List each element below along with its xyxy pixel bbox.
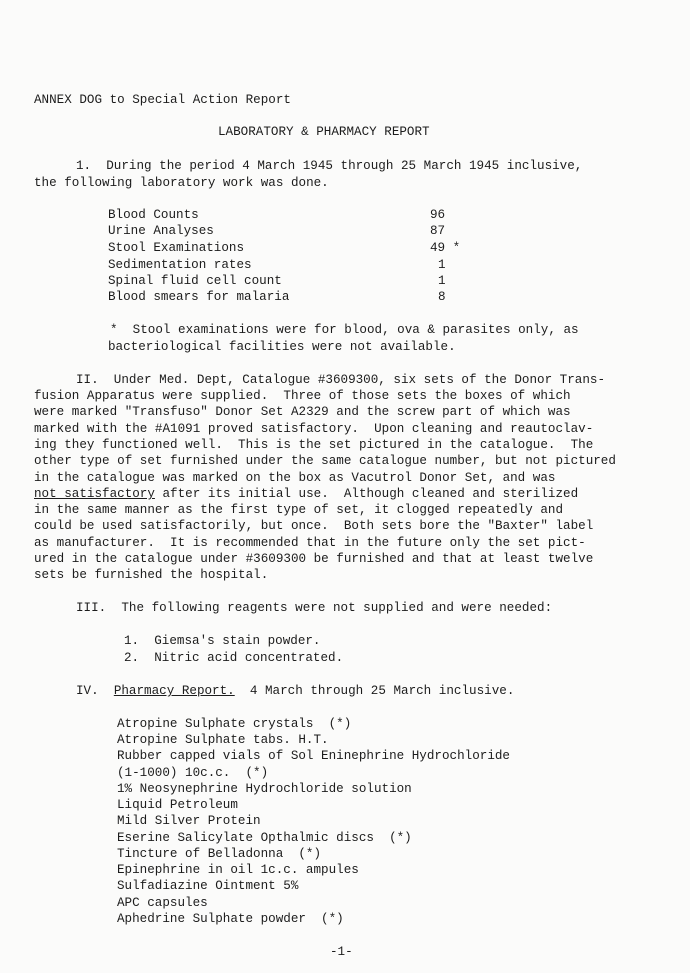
pharmacy-report-heading: Pharmacy Report.	[113, 684, 235, 698]
section2-line	[34, 486, 578, 502]
section2-line: sets be furnished the hospital.	[34, 568, 269, 582]
section2-line: could be used satisfactorily, but once. Both sets bore the "Baxter" label	[34, 519, 594, 533]
section1-line: the following laboratory work was done.	[34, 176, 329, 190]
table-row-label: Spinal fluid cell count	[108, 274, 282, 288]
table-row-value: 8	[438, 290, 446, 304]
footnote-line: * Stool examinations were for blood, ova & parasites only, as	[110, 323, 579, 337]
report-title: LABORATORY & PHARMACY REPORT	[218, 125, 430, 139]
section2-line: II. Under Med. Dept, Catalogue #3609300, six sets of the Donor Trans-	[76, 373, 606, 387]
pharmacy-item: Atropine Sulphate tabs. H.T.	[117, 733, 329, 747]
pharmacy-item: Rubber capped vials of Sol Eninephrine Hydrochloride	[117, 749, 510, 763]
table-row-label: Urine Analyses	[108, 224, 214, 238]
section2-line: ured in the catalogue under #3609300 be furnished and that at least twelve	[34, 552, 594, 566]
table-row-value: 87	[430, 224, 446, 238]
section2-line-rest: after its initial use. Although cleaned and sterilized	[162, 487, 579, 501]
pharmacy-item: Aphedrine Sulphate powder (*)	[117, 912, 344, 926]
table-row-value: 1	[438, 258, 446, 272]
section2-line: marked with the #A1091 proved satisfactory. Upon cleaning and reautoclav-	[34, 422, 594, 436]
pharmacy-item: 1% Neosynephrine Hydrochloride solution	[117, 782, 412, 796]
footnote-line: bacteriological facilities were not available.	[108, 340, 456, 354]
page-number: -1-	[330, 945, 353, 959]
underlined-phrase: not satisfactory	[34, 487, 155, 501]
section3-lead: III. The following reagents were not supplied and were needed:	[76, 601, 553, 615]
table-row-label: Blood smears for malaria	[108, 290, 290, 304]
section2-line: ing they functioned well. This is the set pictured in the catalogue. The	[34, 438, 594, 452]
section2-line: were marked "Transfuso" Donor Set A2329 and the screw part of which was	[34, 405, 571, 419]
section4-date-range: 4 March through 25 March inclusive.	[249, 684, 515, 698]
section4-number: IV.	[76, 684, 99, 698]
pharmacy-item: Tincture of Belladonna (*)	[117, 847, 322, 861]
section2-line: in the same manner as the first type of set, it clogged repeatedly and	[34, 503, 564, 517]
reagent-item: 2. Nitric acid concentrated.	[124, 651, 344, 665]
pharmacy-item: Sulfadiazine Ointment 5%	[117, 879, 299, 893]
table-row-label: Blood Counts	[108, 208, 199, 222]
pharmacy-item: Liquid Petroleum	[117, 798, 238, 812]
pharmacy-item: Epinephrine in oil 1c.c. ampules	[117, 863, 359, 877]
section2-line: as manufacturer. It is recommended that in the future only the set pict-	[34, 536, 586, 550]
section2-line: fusion Apparatus were supplied. Three of those sets the boxes of which	[34, 389, 571, 403]
pharmacy-item: Mild Silver Protein	[117, 814, 261, 828]
table-row-label: Stool Examinations	[108, 241, 245, 255]
reagent-item: 1. Giemsa's stain powder.	[124, 634, 321, 648]
section2-line: in the catalogue was marked on the box as Vacutrol Donor Set, and was	[34, 471, 556, 485]
pharmacy-item: Atropine Sulphate crystals (*)	[117, 717, 352, 731]
section1-line: 1. During the period 4 March 1945 through 25 March 1945 inclusive,	[76, 159, 583, 173]
section4-heading	[76, 683, 514, 699]
pharmacy-item: (1-1000) 10c.c. (*)	[117, 766, 269, 780]
section2-line: other type of set furnished under the same catalogue number, but not pictured	[34, 454, 616, 468]
annex-header: ANNEX DOG to Special Action Report	[34, 93, 291, 107]
table-row-value: 1	[438, 274, 446, 288]
table-row-label: Sedimentation rates	[108, 258, 252, 272]
pharmacy-item: APC capsules	[117, 896, 208, 910]
table-row-value: 96	[430, 208, 446, 222]
pharmacy-item: Eserine Salicylate Opthalmic discs (*)	[117, 831, 412, 845]
table-row-value: 49 *	[430, 241, 461, 255]
